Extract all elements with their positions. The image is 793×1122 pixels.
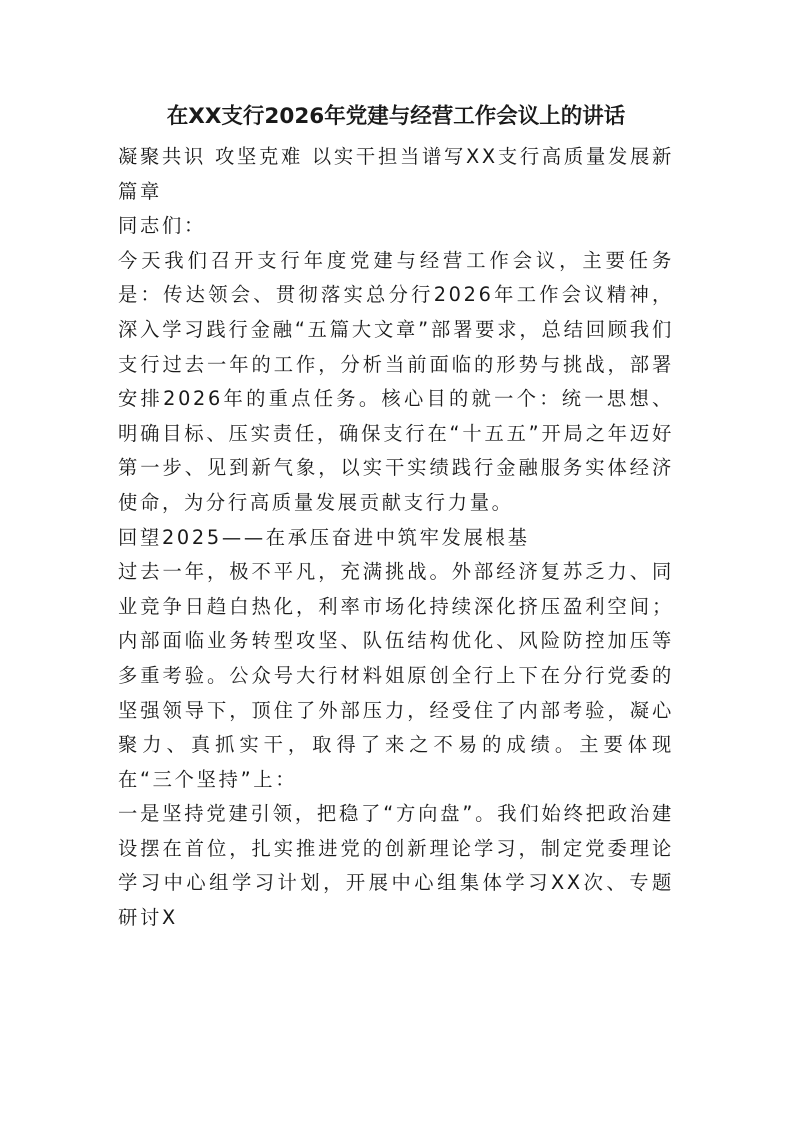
paragraph-party-building: 一是坚持党建引领，把稳了“方向盘”。我们始终把政治建设摆在首位，扎实推进党的创新理论学习，制定党委理论学习中心组学习计划，开展中心组集体学习XX次、专题研讨X: [118, 802, 674, 930]
document-title: 在XX支行2026年党建与经营工作会议上的讲话: [166, 104, 626, 129]
document-subtitle: 凝聚共识 攻坚克难 以实干担当谱写XX支行高质量发展新篇章: [118, 145, 674, 203]
paragraph-review: 过去一年，极不平凡，充满挑战。外部经济复苏乏力、同业竞争日趋白热化，利率市场化持续深化挤压盈利空间；内部面临业务转型攻坚、队伍结构优化、风险防控加压等多重考验。公众号大行材料姐原创全行上下在分行党委的坚强领导下，顶住了外部压力，经受住了内部考验，凝心聚力、真抓实干，取得了来之不易的成绩。主要体现在“三个坚持”上：: [118, 560, 674, 791]
salutation: 同志们：: [118, 214, 206, 238]
paragraph-intro: 今天我们召开支行年度党建与经营工作会议，主要任务是：传达领会、贯彻落实总分行2026年工作会议精神，深入学习践行金融“五篇大文章”部署要求，总结回顾我们支行过去一年的工作，分析当前面临的形势与挑战，部署安排2026年的重点任务。核心目的就一个：统一思想、明确目标、压实责任，确保支行在“十五五”开局之年迈好第一步、见到新气象，以实干实绩践行金融服务实体经济使命，为分行高质量发展贡献支行力量。: [118, 248, 674, 514]
section-heading-review-2025: 回望2025——在承压奋进中筑牢发展根基: [118, 525, 530, 549]
document-body: [118, 97, 674, 936]
